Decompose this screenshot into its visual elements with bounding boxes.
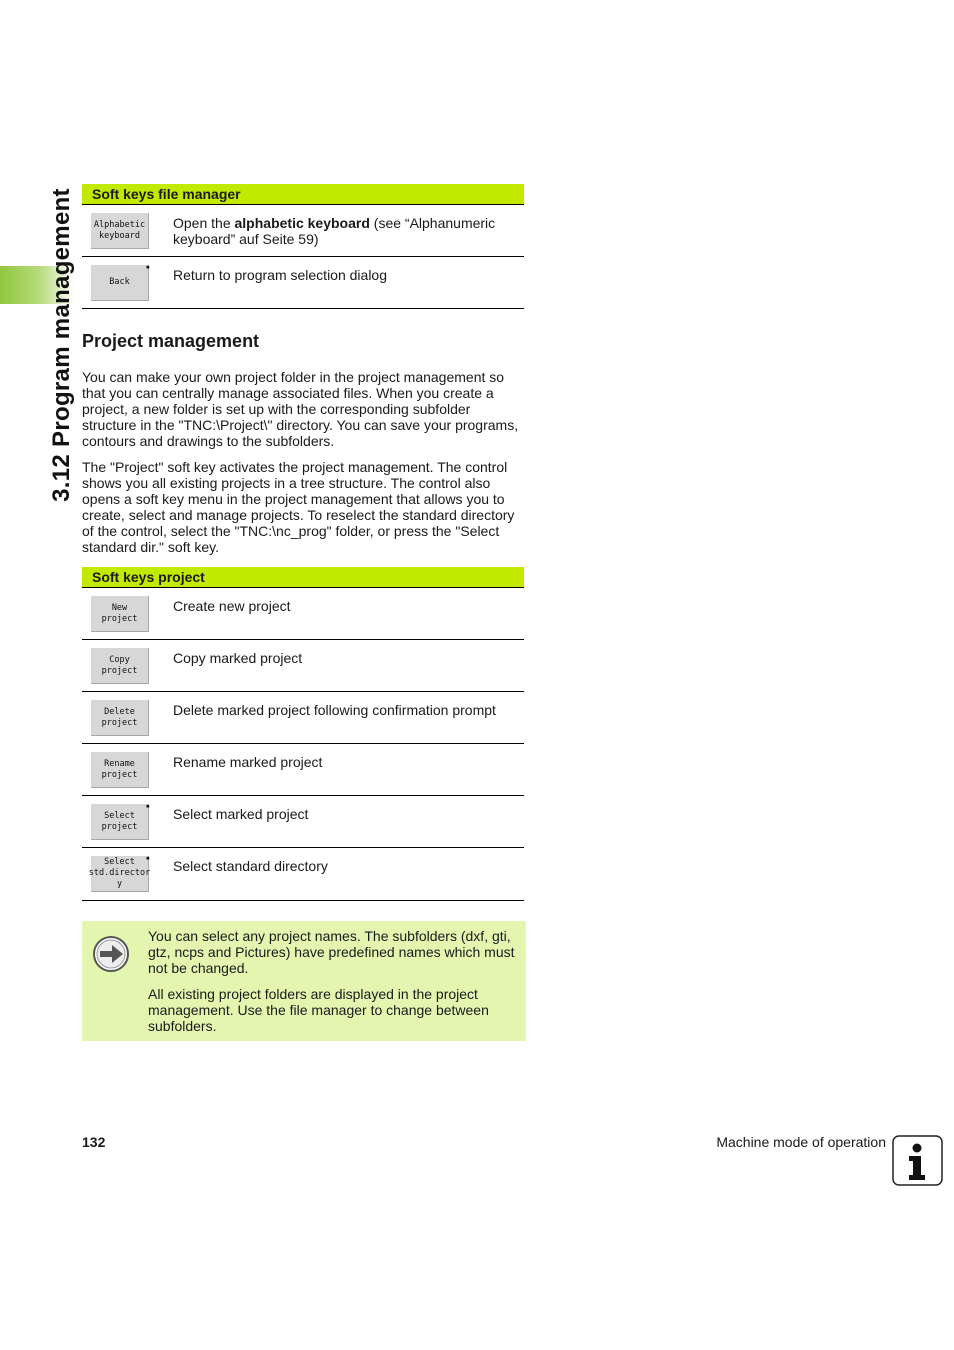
note-box [82,921,526,1041]
info-icon [892,1135,944,1192]
delete-project-softkey[interactable]: Delete project [91,700,149,736]
table-row [82,692,524,744]
note-text: You can select any project names. The subfolders (dxf, gti, gtz, ncps and Pictures) have predefined names which must not be changed. [148,928,515,976]
section-heading: Project management [82,331,260,351]
body-paragraph: You can make your own project folder in the project management so that you can centrally manage associated files. When you create a project, a new folder is set up with the corresponding subfolder structure in the "TNC:\Project\" directory. You can save your programs, contours and drawings to the subfolders. [82,369,519,449]
submenu-tick-icon: ▪ [145,802,150,810]
project-softkeys-table [82,567,524,901]
row-description: Copy marked project [173,650,303,666]
note-text: All existing project folders are displayed in the project management. Use the file manager to change between subfolders. [148,986,489,1034]
new-project-softkey[interactable]: New project [91,596,149,632]
file-manager-softkeys-table [82,184,524,309]
select-project-softkey[interactable]: Select project ▪ [91,804,149,840]
page-number: 132 [82,1134,106,1150]
table-header: Soft keys project [82,567,524,588]
table-row [82,257,524,309]
row-description: Rename marked project [173,754,323,770]
table-row [82,205,524,257]
select-standard-directory-softkey[interactable]: Select std.director y ▪ [91,856,149,892]
row-description: Create new project [173,598,291,614]
back-softkey[interactable]: Back ▪ [91,265,149,301]
table-row [82,640,524,692]
copy-project-softkey[interactable]: Copy project [91,648,149,684]
rename-project-softkey[interactable]: Rename project [91,752,149,788]
submenu-tick-icon: ▪ [145,263,150,271]
row-description: Select marked project [173,806,309,822]
submenu-tick-icon: ▪ [145,854,150,862]
row-description: Return to program selection dialog [173,267,388,283]
table-row [82,588,524,640]
table-row [82,796,524,848]
table-header: Soft keys file manager [82,184,524,205]
row-description: Open the alphabetic keyboard (see “Alphanumeric keyboard” auf Seite 59) [173,215,496,247]
footer-chapter: Machine mode of operation [716,1134,886,1150]
chapter-title-vertical: 3.12 Program management [48,188,75,502]
row-description: Select standard directory [173,858,328,874]
table-row [82,744,524,796]
alphabetic-keyboard-softkey[interactable]: Alphabetic keyboard [91,213,149,249]
table-row [82,848,524,901]
row-description: Delete marked project following confirmation prompt [173,702,496,718]
arrow-right-circle-icon [92,935,130,978]
body-paragraph: The "Project" soft key activates the project management. The control shows you all existing projects in a tree structure. The control also opens a soft key menu in the project management that allows you to create, select and manage projects. To reselect the standard directory of the control, select the "TNC:\nc_prog" folder, or press the "Select standard dir." soft key. [82,459,515,555]
